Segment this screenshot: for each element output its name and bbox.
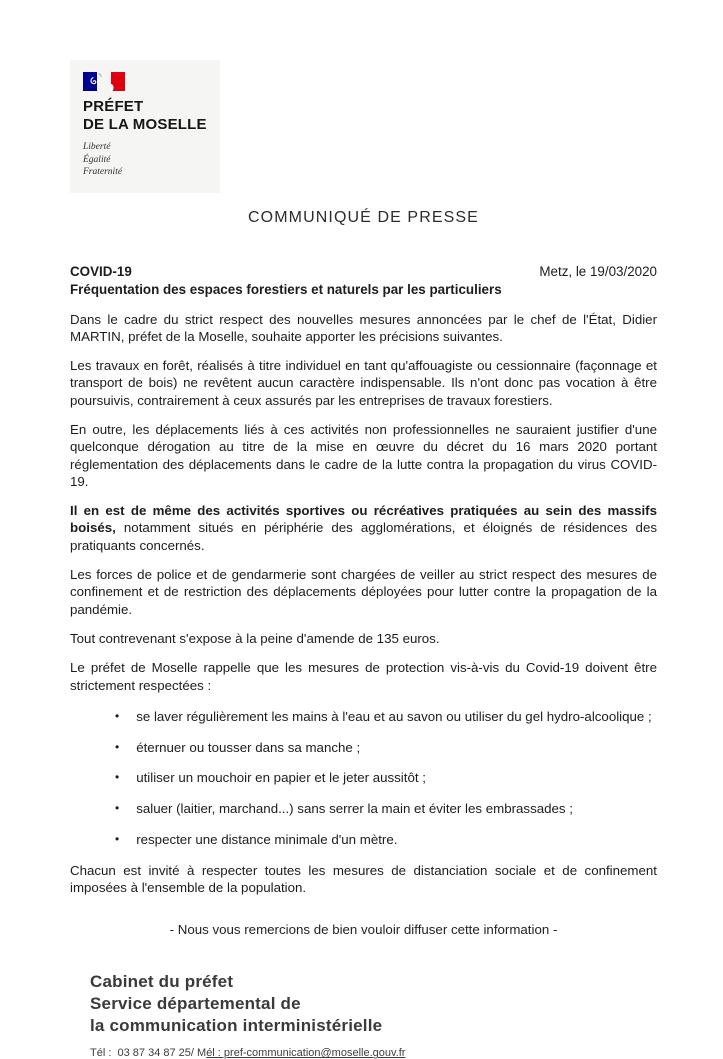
bullet-icon: • <box>115 708 120 723</box>
list-item-text: se laver régulièrement les mains à l'eau et au savon ou utiliser du gel hydro-alcoolique ; <box>136 708 652 724</box>
email-link[interactable]: él : pref-communication@moselle.gouv.fr <box>206 1047 406 1059</box>
meta-row <box>70 263 657 280</box>
press-release-body <box>70 311 657 897</box>
motto-fraternite: Fraternité <box>83 167 123 177</box>
motto-egalite: Égalité <box>83 154 111 165</box>
list-item <box>115 708 657 725</box>
paragraph-mesures-protection: Le préfet de Moselle rappelle que les mesures de protection vis-à-vis du Covid-19 doivent être strictement respectées : <box>70 660 657 693</box>
bullet-icon: • <box>115 801 120 816</box>
press-release-subtitle: Fréquentation des espaces forestiers et naturels par les particuliers <box>70 281 502 297</box>
paragraph-activites-sportives-rest: notamment situés en périphérie des agglomérations, et éloignés de résidences des pratiquants concernés. <box>70 520 657 553</box>
covid-subject-heading: COVID-19 <box>70 263 132 279</box>
diffusion-request-line: - Nous vous remercions de bien vouloir diffuser cette information - <box>169 922 558 938</box>
bullet-icon: • <box>115 832 120 847</box>
motto-liberte: Liberté <box>83 142 111 152</box>
paragraph-deplacements: En outre, les déplacements liés à ces activités non professionnelles ne sauraient justifier d'une quelconque dérogation au titre de la mise en œuvre du décret du 16 mars 2020 portant réglementation des déplacements dans le cadre de la lutte contra la propagation du virus COVID-19. <box>70 421 657 489</box>
prefecture-name-line2: DE LA MOSELLE <box>83 116 207 133</box>
french-flag-marianne-icon <box>83 72 125 91</box>
bullet-icon: • <box>115 739 120 754</box>
protection-measures-list <box>70 708 657 848</box>
bullet-icon: • <box>115 770 120 785</box>
press-release-title: COMMUNIQUÉ DE PRESSE <box>248 208 479 226</box>
signature-line-cabinet: Cabinet du préfet <box>90 972 234 992</box>
list-item-text: respecter une distance minimale d'un mètre. <box>136 832 398 848</box>
list-item-text: éternuer ou tousser dans sa manche ; <box>136 739 361 755</box>
dateline: Metz, le 19/03/2020 <box>539 263 657 279</box>
list-item <box>115 831 657 848</box>
list-item-text: saluer (laitier, marchand...) sans serrer la main et éviter les embrassades ; <box>136 801 573 817</box>
paragraph-activites-sportives-bold: Il en est de même des activités sportives ou récréatives pratiquées au sein des massifs boisés, <box>70 503 657 536</box>
signature-line-communication: la communication interministérielle <box>90 1016 383 1036</box>
paragraph-activites-sportives <box>70 502 657 554</box>
paragraph-travaux-foret: Les travaux en forêt, réalisés à titre individuel en tant qu'affouagiste ou cessionnaire (façonnage et transport de bois) ne revêtent aucun caractère indispensable. Ils n'ont donc pas vocation à être poursuivis, contrairement à ceux assurés par les entreprises de travaux forestiers. <box>70 358 657 408</box>
signature-block <box>90 971 657 1037</box>
republic-motto <box>83 141 208 179</box>
list-item-text: utiliser un mouchoir en papier et le jeter aussitôt ; <box>136 770 426 786</box>
list-item <box>115 800 657 817</box>
paragraph-amende: Tout contrevenant s'expose à la peine d'amende de 135 euros. <box>70 630 440 646</box>
phone-text: Tél : 03 87 34 87 25/ M <box>90 1047 207 1059</box>
list-item <box>115 739 657 756</box>
contact-line <box>90 1047 657 1059</box>
prefecture-logo <box>70 60 220 193</box>
prefecture-name-line1: PRÉFET <box>83 98 144 115</box>
list-item <box>115 769 657 786</box>
paragraph-intro: Dans le cadre du strict respect des nouvelles mesures annoncées par le chef de l'État, Didier MARTIN, préfet de la Moselle, souhaite apporter les précisions suivantes. <box>70 311 657 344</box>
paragraph-distanciation: Chacun est invité à respecter toutes les mesures de distanciation sociale et de confinement imposées à l'ensemble de la population. <box>70 862 657 896</box>
signature-line-service: Service départemental de <box>90 994 301 1014</box>
paragraph-forces-police: Les forces de police et de gendarmerie sont chargées de veiller au strict respect des mesures de confinement et de restriction des déplacements déployées pour lutter contre la propagation de la pandémie. <box>70 567 657 617</box>
